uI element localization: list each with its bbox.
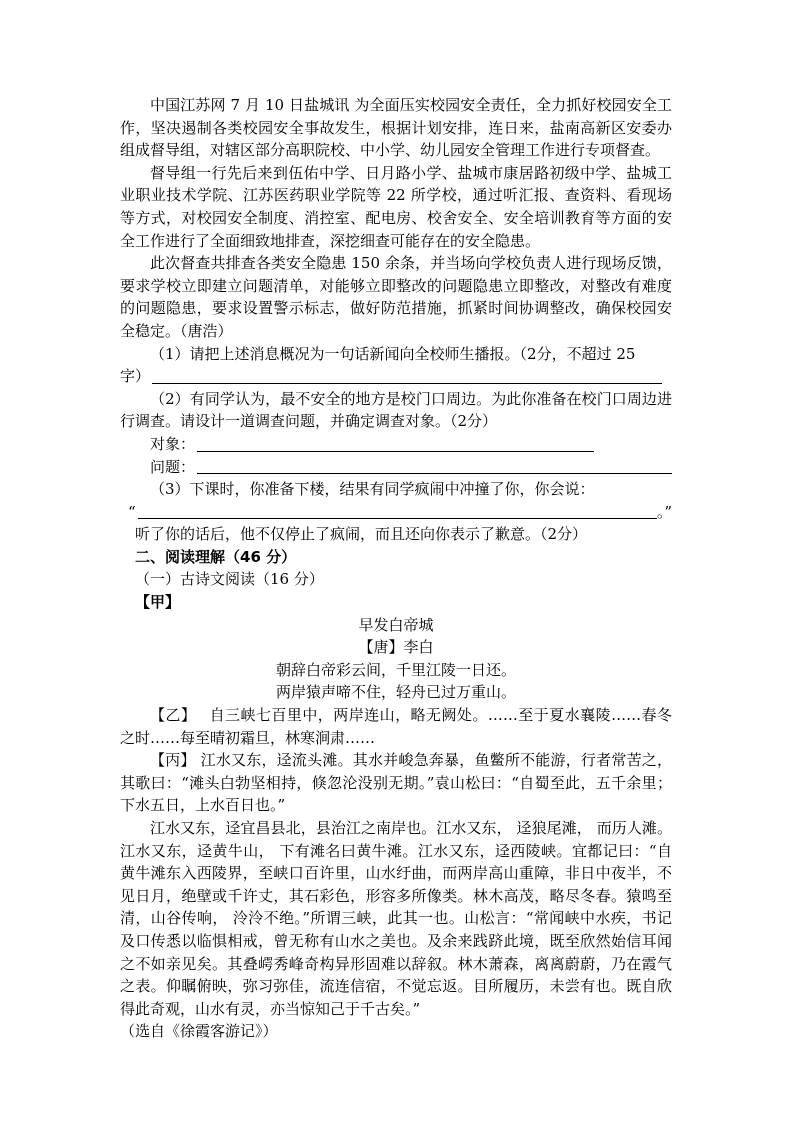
news-paragraph-3: 此次督查共排查各类安全隐患 150 余条，并当场向学校负责人进行现场反馈，要求学校立即建立问题清单，对能够立即整改的问题隐患立即整改，对整改有难度的问题隐患，要求设置警示标志，做好防范措施，抓紧时间协调整改，确保校园安全稳定。（唐浩） xyxy=(120,254,672,340)
news-paragraph-1: 中国江苏网 7 月 10 日盐城讯 为全面压实校园安全责任，全力抓好校园安全工作，坚决遏制各类校园安全事故发生，根据计划安排，连日来，盐南高新区安委办组成督导组，对辖区部分高职院校、中小学、幼儿园安全管理工作进行专项督查。 xyxy=(120,96,672,160)
poem-line-1: 朝辞白帝彩云间，千里江陵一日还。 xyxy=(275,660,516,679)
news-paragraph-2: 督导组一行先后来到伍佑中学、日月路小学、盐城市康居路初级中学、盐城工业职业技术学院、江苏医药职业学院等 22 所学校，通过听汇报、查资料、看现场等方式，对校园安全制度、消控室、配电房、校舍安全、安全培训教育等方面的安全工作进行了全面细致地排查，深挖细查可能存在的安全隐患。 xyxy=(120,163,672,250)
passage-bing-1: 【丙】 江水又东，迳流头滩。其水并峻急奔暴，鱼鳖所不能游，行者常苦之，其歌曰：“滩头白勃坚相持，倏忽沦没别无期。”袁山松曰：“自蜀至此，五千余里；下水五日，上水百日也。” xyxy=(120,751,672,815)
answer-blank-object[interactable] xyxy=(197,451,594,452)
answer-blank-1[interactable] xyxy=(152,383,662,384)
question-2: （2）有同学认为，最不安全的地方是校门口周边。为此你准备在校门口周边进行调查。请设计一道调查问题，并确定调查对象。（2分） xyxy=(120,389,672,431)
question-3-ending: 听了你的话后，他不仅停止了疯闹，而且还向你表示了歉意。（2分） xyxy=(135,525,588,544)
question-1-answer-line: 字） xyxy=(120,365,672,388)
question-2-question-line: 问题： xyxy=(120,456,672,479)
passage-yi: 【乙】 自三峡七百里中，两岸连山，略无阙处。……至于夏水襄陵……春冬之时……每至晴初霜旦，林寒涧肃…… xyxy=(120,706,672,747)
question-1: （1）请把上述消息概况为一句话新闻向全校师生播报。（2分，不超过 25 xyxy=(150,344,636,363)
label-jia: 【甲】 xyxy=(135,593,181,612)
passage-bing-2: 江水又东，迳宜昌县北，县治江之南岸也。江水又东， 迳狼尾滩， 而历人滩。江水又东，迳黄牛山， 下有滩名曰黄牛滩。江水又东，迳西陵峡。宜都记曰：“自黄牛滩东入西陵界，至峡口百许里，山水纡曲，而两岸高山重障，非日中夜半，不见日月，绝壁或千许丈，其石彩色，形容多所像类。林木高茂，略尽冬春。猿鸣至清，山谷传响， 泠泠不绝。”所谓三峡，此其一也。山松言：“常闻峡中水疾，书记及口传悉以临惧相戒，曾无称有山水之美也。及余来践跻此境，既至欣然始信耳闻之不如亲见矣。其叠崿秀峰奇构异形固难以辞叙。林木萧森，离离蔚蔚，乃在霞气之表。仰瞩俯映，弥习弥佳，流连信宿，不觉忘返。目所履历，未尝有也。既自欣得此奇观，山水有灵，亦当惊知己于千古矣。” xyxy=(120,819,672,1018)
question-2-object-line: 对象： xyxy=(120,433,672,456)
answer-blank-question[interactable] xyxy=(197,473,672,474)
document-page xyxy=(120,94,672,1043)
passage-source: （选自《徐霞客游记》） xyxy=(120,1022,278,1041)
question-3-answer-line: “ 。” xyxy=(128,502,672,521)
answer-blank-3[interactable] xyxy=(138,518,657,519)
poem-line-2: 两岸猿声啼不住，轻舟已过万重山。 xyxy=(275,683,516,702)
question-3: （3）下课时，你准备下楼，结果有同学疯闹中冲撞了你，你会说： xyxy=(150,480,595,499)
poem-title: 早发白帝城 xyxy=(358,615,434,634)
poem-author: 【唐】李白 xyxy=(358,638,434,657)
section-2-subtitle: （一）古诗文阅读（16 分） xyxy=(135,570,324,589)
section-2-title: 二、阅读理解（46 分） xyxy=(135,547,297,566)
